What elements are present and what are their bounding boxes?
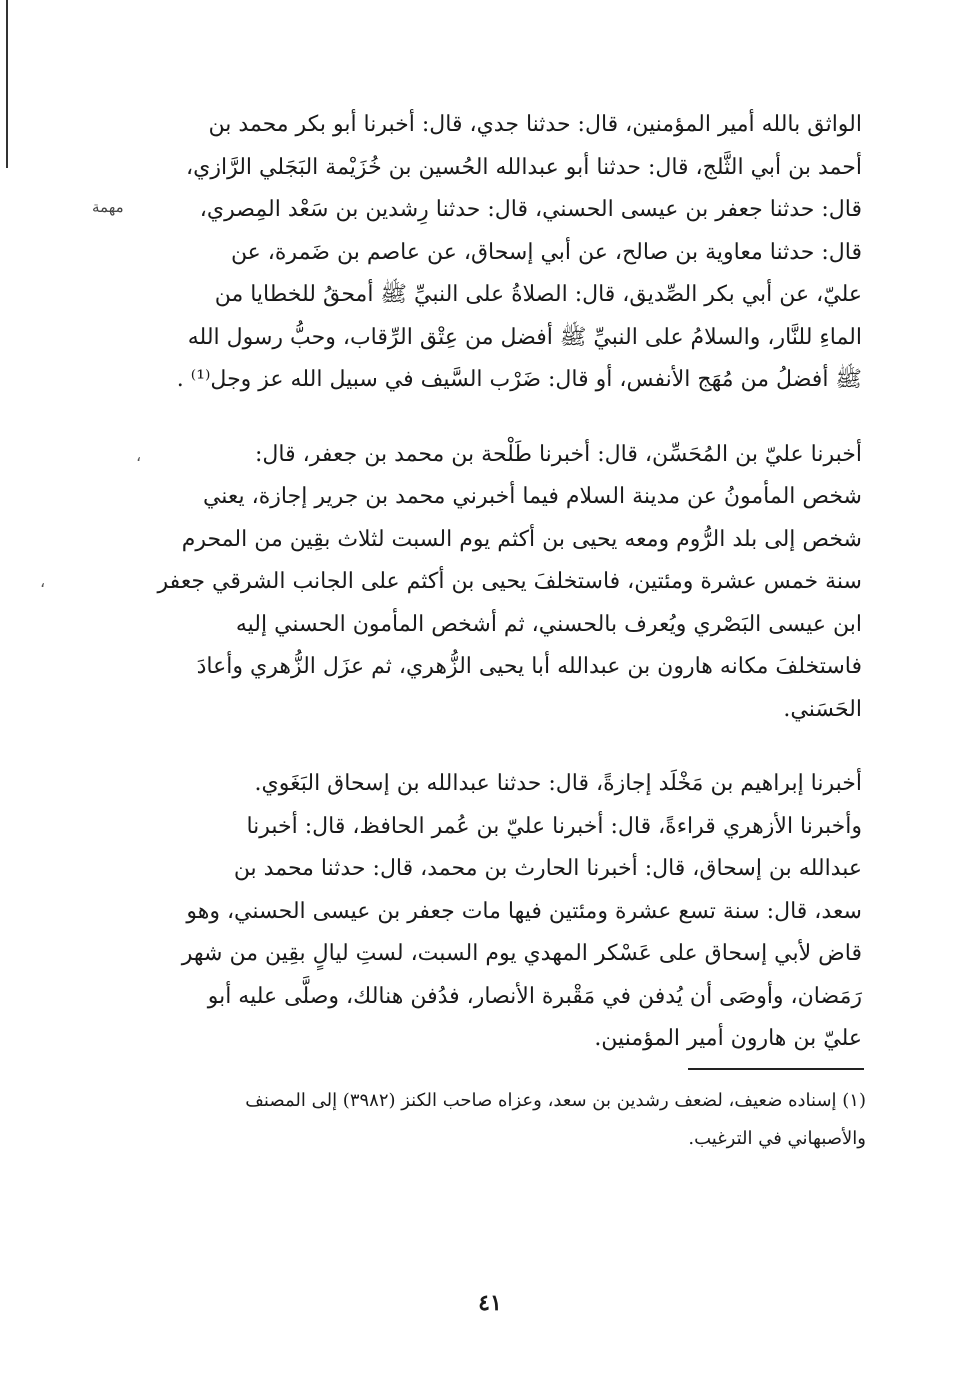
paragraph-1	[140, 104, 862, 402]
text-line: أحمد بن أبي الثَّلج، قال: حدثنا أبو عبدالله الحُسين بن خُزَيْمة البَجَلي الرَّازي،	[186, 154, 862, 180]
text-line: قال: حدثنا جعفر بن عيسى الحسني، قال: حدثنا رِشدين بن سَعْد المِصري،	[199, 197, 862, 222]
text-line: فاستخلفَ مكانه هارون بن عبدالله أبا يحيى الزُّهري، ثم عزَل الزُّهري وأعادَ	[196, 654, 862, 679]
binding-edge-line	[6, 0, 8, 168]
main-text	[140, 104, 862, 1093]
text-line: شخص إلى بلد الرُّوم ومعه يحيى بن أكثم يوم السبت لثلاث بقِين من المحرم	[181, 526, 862, 552]
footnote-separator	[688, 1068, 864, 1070]
paragraph-2	[140, 434, 862, 732]
text-line: الحَسَني.	[783, 696, 862, 722]
text-line: سنة خمس عشرة ومئتين، فاستخلفَ يحيى بن أكثم على الجانب الشرقي جعفر	[157, 569, 862, 594]
text-line: أخبرنا إبراهيم بن مَخْلَد إجازةً، قال: حدثنا عبدالله بن إسحاق البَغَوي.	[254, 771, 862, 796]
page-number: ٤١	[478, 1290, 502, 1316]
text-line: رَمَضان، وأوصَى أن يُدفن في مَقْبرة الأنصار، فدُفن هنالك، وصلَّى عليه أبو	[207, 983, 862, 1009]
text-line: أخبرنا عليّ بن المُحَسِّن، قال: أخبرنا طَلْحة بن محمد بن جعفر، قال:	[255, 441, 862, 467]
text-line: وأخبرنا الأزهري قراءةً، قال: أخبرنا عليّ بن عُمر الحافظ، قال: أخبرنا	[246, 813, 862, 839]
margin-mark-right: ،	[136, 446, 142, 465]
text-line: عبدالله بن إسحاق، قال: أخبرنا الحارث بن محمد، قال: حدثنا محمد بن	[233, 856, 862, 881]
footnote-line: (١) إسناده ضعيف، لضعف رشدين بن سعد، وعزاه صاحب الكنز (٣٩٨٢) إلى المصنف	[245, 1090, 866, 1111]
text-line: شخص المأمونُ عن مدينة السلام فيما أخبرني محمد بن جرير إجازة، يعني	[202, 484, 862, 509]
footnote-line: والأصبهاني في الترغيب.	[688, 1128, 866, 1149]
footnote	[140, 1082, 866, 1158]
margin-mark-left: ،	[40, 572, 46, 591]
text-line: ﷺ أفضلُ من مُهَج الأنفس، أو قال: ضَرْب السَّيف في سبيل الله عز وجل⁽¹⁾ .	[176, 367, 862, 392]
text-line: الواثق بالله أمير المؤمنين، قال: حدثنا جدي، قال: أخبرنا أبو بكر محمد بن	[208, 112, 862, 137]
text-line: قال: حدثنا معاوية بن صالح، عن أبي إسحاق، عن عاصم بن ضَمرة، عن	[230, 239, 862, 265]
text-line: ابن عيسى البَصْري ويُعرف بالحسني، ثم أشخص المأمون الحسني إليه	[235, 611, 862, 637]
text-line: قاض لأبي إسحاق على عَسْكر المهدي يوم السبت، لستِ ليالٍ بقِين من شهر	[181, 941, 862, 966]
text-line: عليّ، عن أبي بكر الصِّديق، قال: الصلاةُ على النبيِّ ﷺ أمحقُ للخطايا من	[214, 282, 862, 307]
text-line: عليّ بن هارون أمير المؤمنين.	[594, 1026, 862, 1051]
paragraph-3	[140, 763, 862, 1061]
text-line: الماءِ للنَّار، والسلامُ على النبيِّ ﷺ أفضل من عِتْق الرِّقاب، وحبُّ رسول الله	[187, 324, 862, 350]
margin-handwritten-note: مهمة	[92, 198, 124, 216]
text-line: سعد، قال: سنة تسع عشرة ومئتين فيها مات جعفر بن عيسى الحسني، وهو	[186, 898, 862, 924]
